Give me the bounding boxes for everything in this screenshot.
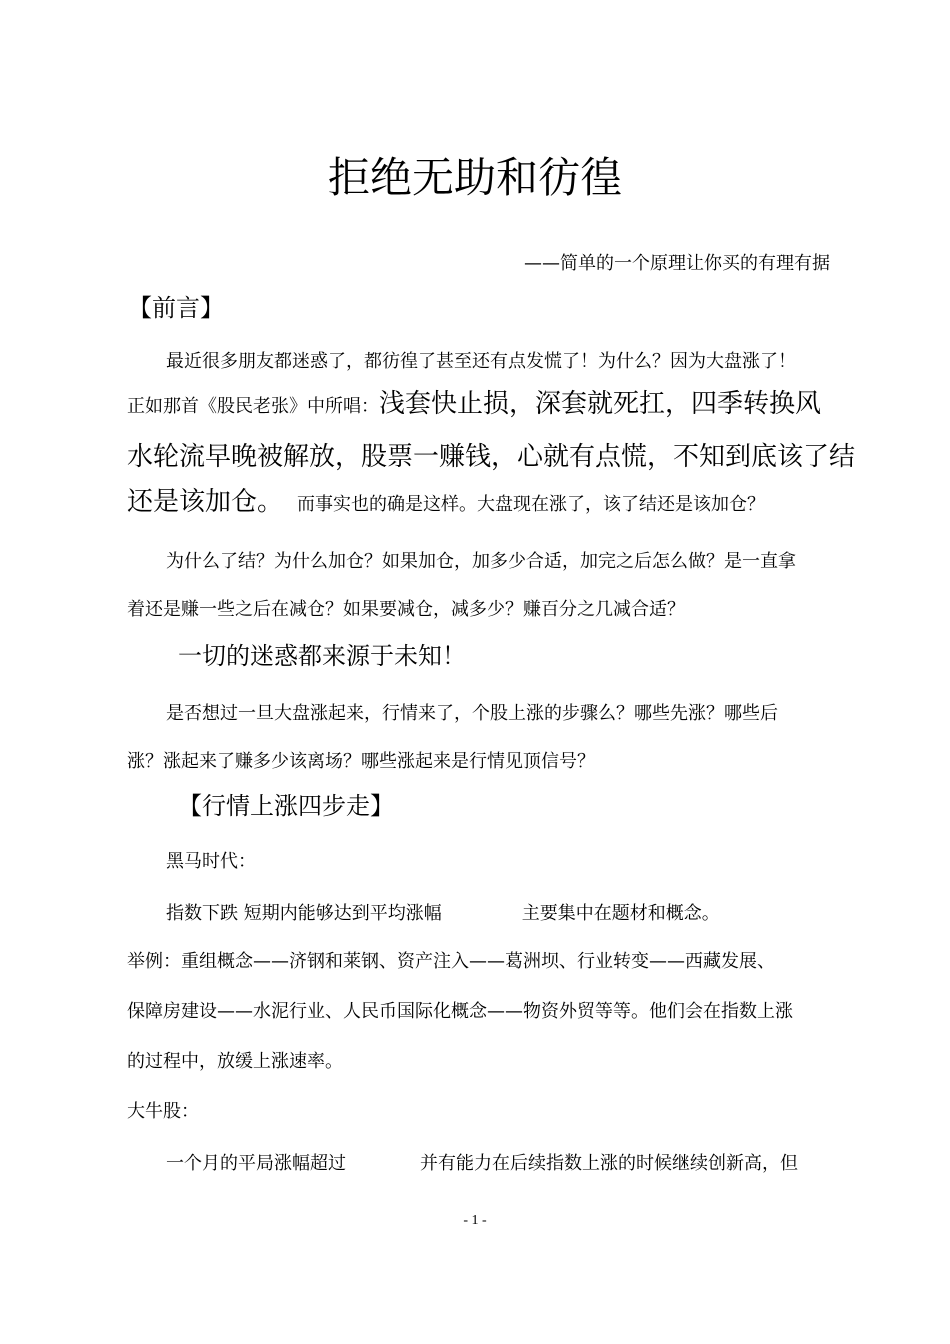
paragraph-line xyxy=(127,487,847,517)
paragraph-line xyxy=(166,902,886,926)
paragraph-line: 为什么了结？为什么加仓？如果加仓，加多少合适，加完之后怎么做？是一直拿 xyxy=(166,551,796,572)
text-run: 一个月的平局涨幅超过 xyxy=(166,1153,346,1174)
paragraph-line: 举例：重组概念——济钢和莱钢、资产注入——葛洲坝、行业转变——西藏发展、 xyxy=(127,951,775,972)
paragraph-line: 着还是赚一些之后在减仓？如果要减仓，减多少？赚百分之几减合适？ xyxy=(127,599,685,620)
lyric-text: 还是该加仓。 xyxy=(127,487,284,517)
text-run: 正如那首《股民老张》中所唱： xyxy=(127,396,379,417)
lyric-line: 水轮流早晚被解放，股票一赚钱，心就有点慌，不知到底该了结 xyxy=(127,442,856,472)
text-run: 主要集中在题材和概念。 xyxy=(521,903,720,924)
paragraph-line: 保障房建设——水泥行业、人民币国际化概念——物资外贸等等。他们会在指数上涨 xyxy=(127,1001,793,1022)
paragraph-line: 涨？涨起来了赚多少该离场？哪些涨起来是行情见顶信号？ xyxy=(127,751,595,772)
paragraph-line: 的过程中，放缓上涨速率。 xyxy=(127,1051,343,1072)
preface-heading: 【前言】 xyxy=(128,294,224,322)
emphasis-line: 一切的迷惑都来源于未知！ xyxy=(178,642,466,670)
document-subtitle: ——简单的一个原理让你买的有理有据 xyxy=(524,253,830,274)
document-title: 拒绝无助和彷徨 xyxy=(327,153,622,202)
text-run: 并有能力在后续指数上涨的时候继续创新高，但 xyxy=(420,1153,798,1174)
paragraph-line: 大牛股： xyxy=(127,1101,199,1122)
paragraph-line: 黑马时代： xyxy=(166,851,256,872)
paragraph-line xyxy=(166,1152,886,1176)
text-run: 而事实也的确是这样。大盘现在涨了，该了结还是该加仓？ xyxy=(297,494,766,515)
lyric-text: 浅套快止损，深套就死扛，四季转换风 xyxy=(379,389,822,419)
paragraph-line: 最近很多朋友都迷惑了，都彷徨了甚至还有点发慌了！为什么？因为大盘涨了！ xyxy=(166,351,796,372)
text-run: 指数下跌 短期内能够达到平均涨幅 xyxy=(166,903,442,924)
paragraph-line: 是否想过一旦大盘涨起来，行情来了，个股上涨的步骤么？哪些先涨？哪些后 xyxy=(166,703,778,724)
paragraph-line xyxy=(127,389,847,419)
section-heading: 【行情上涨四步走】 xyxy=(178,792,394,820)
page-number: - 1 - xyxy=(463,1213,487,1228)
